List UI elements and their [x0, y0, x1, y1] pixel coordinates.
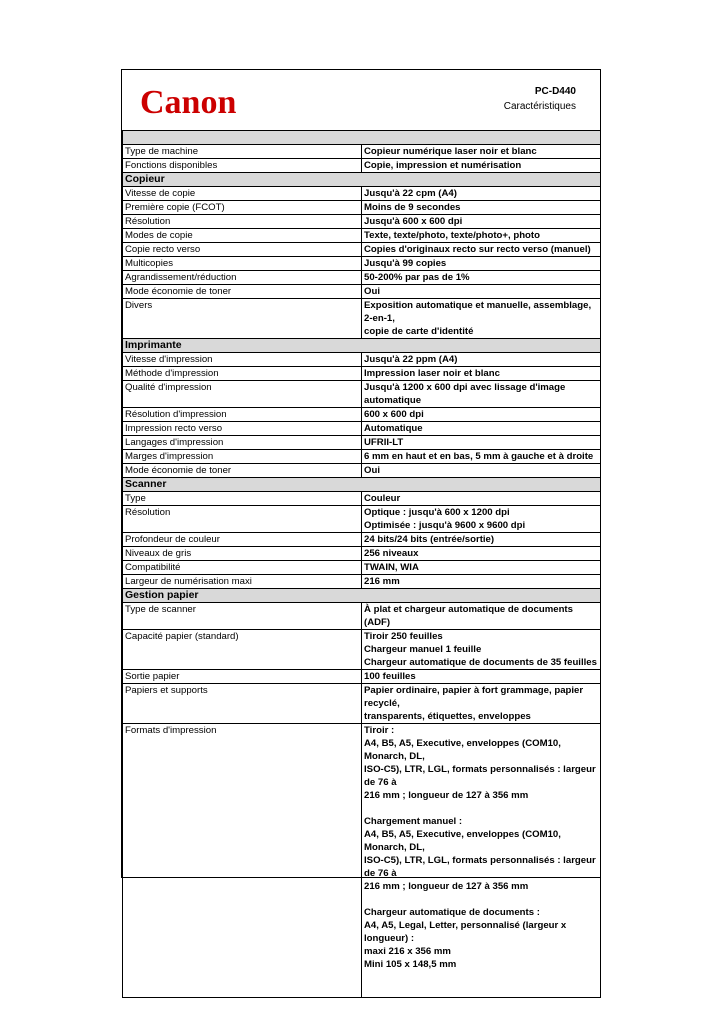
spec-value: Impression laser noir et blanc	[362, 367, 601, 381]
spec-label: Résolution	[123, 215, 362, 229]
spec-value: À plat et chargeur automatique de documents (ADF)	[362, 603, 601, 630]
spec-label: Qualité d'impression	[123, 381, 362, 408]
section-title: Scanner	[123, 478, 601, 492]
table-row	[123, 450, 601, 464]
spec-value: Copie, impression et numérisation	[362, 159, 601, 173]
table-row	[123, 299, 601, 339]
spec-label: Type de machine	[123, 145, 362, 159]
model-name: PC-D440	[534, 86, 576, 97]
spec-value: Exposition automatique et manuelle, assemblage, 2-en-1, copie de carte d'identité	[362, 299, 601, 339]
spec-value: Jusqu'à 600 x 600 dpi	[362, 215, 601, 229]
table-row	[123, 630, 601, 670]
spec-label: Vitesse de copie	[123, 187, 362, 201]
spec-label: Agrandissement/réduction	[123, 271, 362, 285]
table-row	[123, 575, 601, 589]
spec-value: 600 x 600 dpi	[362, 408, 601, 422]
section-header-row	[123, 173, 601, 187]
spec-value: 256 niveaux	[362, 547, 601, 561]
section-title: Copieur	[123, 173, 601, 187]
table-row	[123, 215, 601, 229]
spec-value: UFRII-LT	[362, 436, 601, 450]
spec-value: Jusqu'à 22 cpm (A4)	[362, 187, 601, 201]
spec-value: Texte, texte/photo, texte/photo+, photo	[362, 229, 601, 243]
spec-value: 216 mm	[362, 575, 601, 589]
spec-value: Oui	[362, 464, 601, 478]
spec-value: Papier ordinaire, papier à fort grammage, papier recyclé, transparents, étiquettes, enveloppes	[362, 684, 601, 724]
document-subtitle: Caractéristiques	[503, 101, 576, 112]
specifications-table	[122, 130, 601, 998]
table-row	[123, 436, 601, 450]
table-row	[123, 464, 601, 478]
table-row	[123, 201, 601, 215]
spec-value: Jusqu'à 22 ppm (A4)	[362, 353, 601, 367]
table-row	[123, 408, 601, 422]
table-row	[123, 145, 601, 159]
spec-label: Impression recto verso	[123, 422, 362, 436]
spec-label: Résolution	[123, 506, 362, 533]
canon-logo: Canon	[140, 84, 237, 121]
spec-value: Jusqu'à 99 copies	[362, 257, 601, 271]
table-row	[123, 159, 601, 173]
section-header-row	[123, 589, 601, 603]
spec-value: Automatique	[362, 422, 601, 436]
spec-value: Jusqu'à 1200 x 600 dpi avec lissage d'image automatique	[362, 381, 601, 408]
spacer-cell	[123, 131, 601, 145]
table-row	[123, 257, 601, 271]
table-row	[123, 670, 601, 684]
spec-label: Modes de copie	[123, 229, 362, 243]
table-row	[123, 367, 601, 381]
spec-label: Profondeur de couleur	[123, 533, 362, 547]
spec-label: Langages d'impression	[123, 436, 362, 450]
spec-label: Formats d'impression	[123, 724, 362, 998]
table-row	[123, 243, 601, 257]
spec-value: Optique : jusqu'à 600 x 1200 dpi Optimisée : jusqu'à 9600 x 9600 dpi	[362, 506, 601, 533]
spec-label: Copie recto verso	[123, 243, 362, 257]
spec-value: TWAIN, WIA	[362, 561, 601, 575]
table-row	[123, 422, 601, 436]
section-title: Gestion papier	[123, 589, 601, 603]
spec-label: Papiers et supports	[123, 684, 362, 724]
spec-value: 50-200% par pas de 1%	[362, 271, 601, 285]
table-row	[123, 533, 601, 547]
spec-label: Multicopies	[123, 257, 362, 271]
spec-value: Copieur numérique laser noir et blanc	[362, 145, 601, 159]
spec-label: Première copie (FCOT)	[123, 201, 362, 215]
spec-label: Mode économie de toner	[123, 464, 362, 478]
spec-label: Largeur de numérisation maxi	[123, 575, 362, 589]
table-row	[123, 603, 601, 630]
table-row	[123, 684, 601, 724]
spec-value: Couleur	[362, 492, 601, 506]
spec-value: 24 bits/24 bits (entrée/sortie)	[362, 533, 601, 547]
spec-label: Capacité papier (standard)	[123, 630, 362, 670]
sheet-header	[122, 70, 600, 130]
spec-value: Tiroir : A4, B5, A5, Executive, enveloppes (COM10, Monarch, DL, ISO-C5), LTR, LGL, formats personnalisés : largeur de 76 à 216 mm ; longueur de 127 à 356 mm Chargement manuel : A4, B5, A5, Executive, enveloppes (COM10, Monarch, DL, ISO-C5), LTR, LGL, formats personnalisés : largeur de 76 à 216 mm ; longueur de 127 à 356 mm Chargeur automatique de documents : A4, A5, Legal, Letter, personnalisé (largeur x longueur) : maxi 216 x 356 mm Mini 105 x 148,5 mm	[362, 724, 601, 998]
spec-value: 6 mm en haut et en bas, 5 mm à gauche et à droite	[362, 450, 601, 464]
spec-label: Divers	[123, 299, 362, 339]
table-row	[123, 381, 601, 408]
section-header-row	[123, 339, 601, 353]
table-row	[123, 229, 601, 243]
table-row	[123, 547, 601, 561]
spec-label: Méthode d'impression	[123, 367, 362, 381]
spec-label: Vitesse d'impression	[123, 353, 362, 367]
table-spacer-row	[123, 131, 601, 145]
section-header-row	[123, 478, 601, 492]
spec-label: Résolution d'impression	[123, 408, 362, 422]
table-row	[123, 271, 601, 285]
table-row	[123, 353, 601, 367]
spec-value: Oui	[362, 285, 601, 299]
spec-label: Mode économie de toner	[123, 285, 362, 299]
spec-value: Moins de 9 secondes	[362, 201, 601, 215]
section-title: Imprimante	[123, 339, 601, 353]
table-row	[123, 506, 601, 533]
spec-value: 100 feuilles	[362, 670, 601, 684]
spec-value: Tiroir 250 feuilles Chargeur manuel 1 feuille Chargeur automatique de documents de 35 feuilles	[362, 630, 601, 670]
table-row	[123, 724, 601, 998]
table-row	[123, 187, 601, 201]
table-row	[123, 285, 601, 299]
spec-label: Sortie papier	[123, 670, 362, 684]
spec-label: Niveaux de gris	[123, 547, 362, 561]
table-row	[123, 492, 601, 506]
spec-label: Type de scanner	[123, 603, 362, 630]
spec-value: Copies d'originaux recto sur recto verso (manuel)	[362, 243, 601, 257]
spec-label: Compatibilité	[123, 561, 362, 575]
spec-sheet	[121, 69, 601, 970]
spec-label: Marges d'impression	[123, 450, 362, 464]
spec-label: Fonctions disponibles	[123, 159, 362, 173]
spec-label: Type	[123, 492, 362, 506]
table-row	[123, 561, 601, 575]
